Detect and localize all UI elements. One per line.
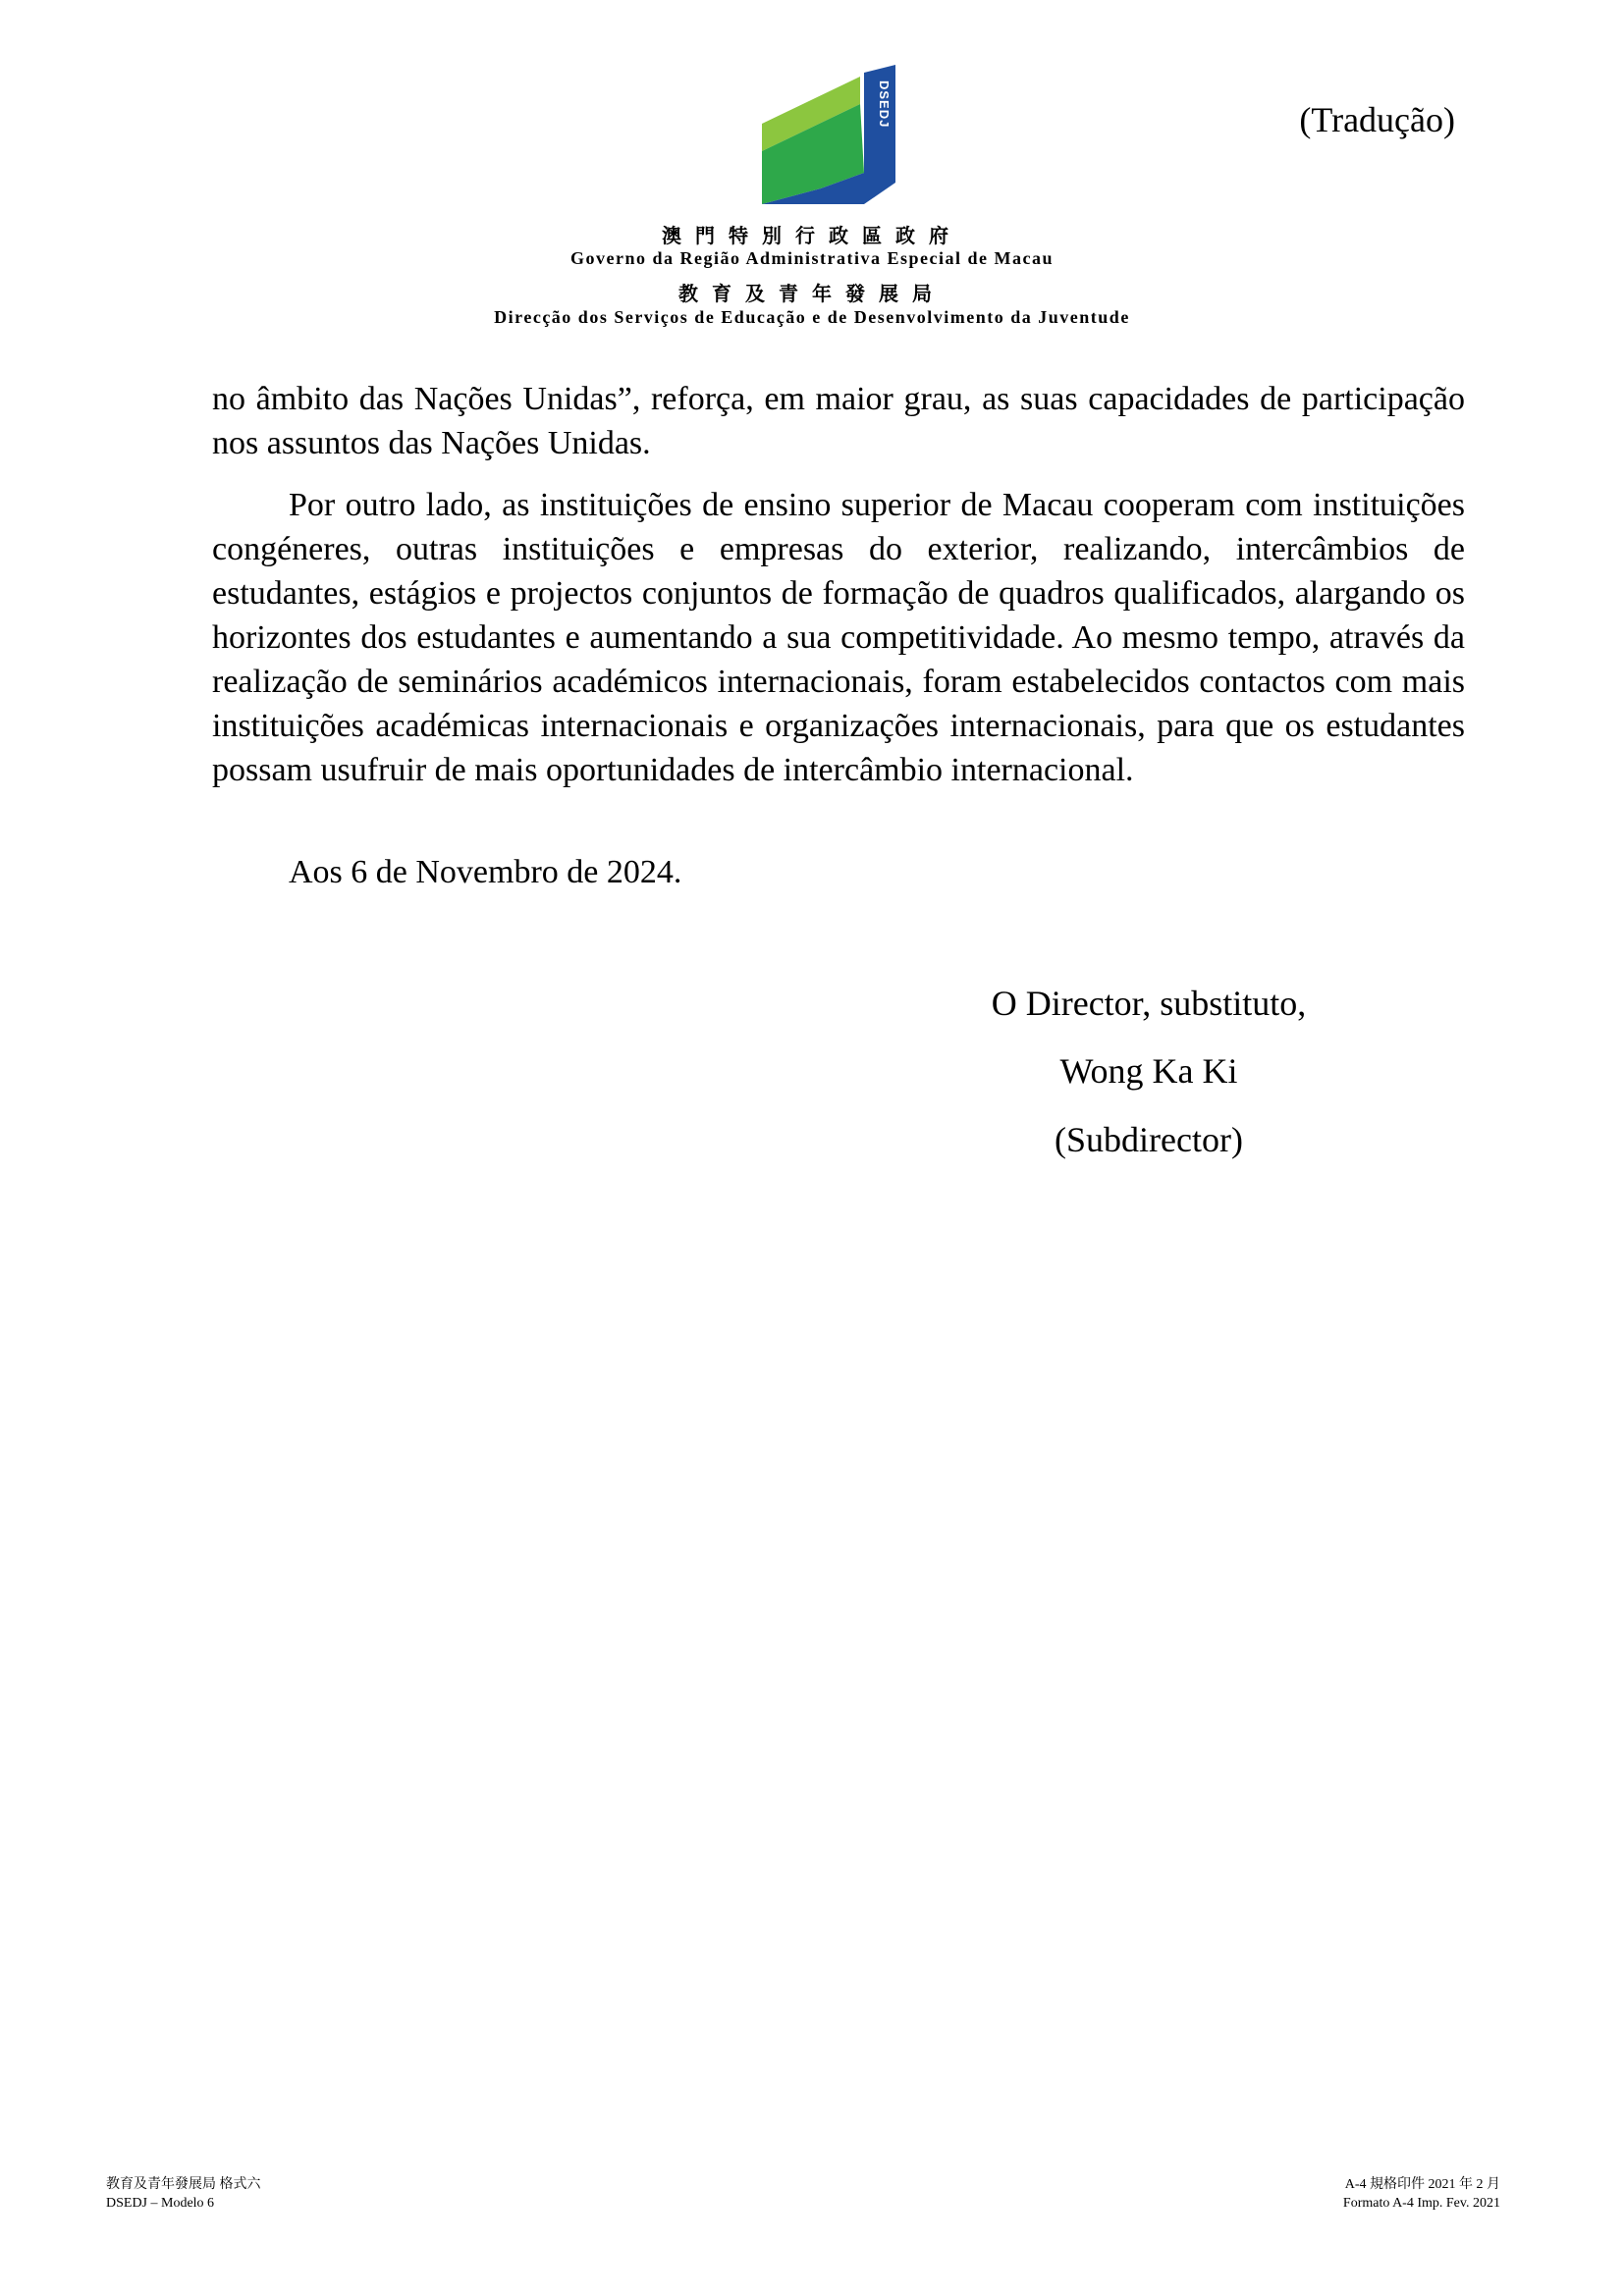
signature-name: Wong Ka Ki bbox=[1059, 1051, 1238, 1091]
footer-left-form-pt: DSEDJ – Modelo 6 bbox=[106, 2196, 215, 2211]
dsedj-logo bbox=[762, 65, 903, 204]
body-paragraph-1: no âmbito das Nações Unidas”, reforça, em maior grau, as suas capacidades de participação nos assuntos das Nações Unidas. bbox=[212, 381, 1465, 461]
body-paragraph-2: Por outro lado, as instituições de ensino superior de Macau cooperam com instituições congéneres, outras instituições e empresas do exterior, realizando, intercâmbios de estudantes, estágios e projectos conjuntos de formação de quadros qualificados, alargando os horizontes dos estudantes e aumentando a sua competitividade. Ao mesmo tempo, através da realização de seminários académicos internacionais, foram estabelecidos contactos com mais instituições académicas internacionais e organizações internacionais, para que os estudantes possam usufruir de mais oportunidades de intercâmbio internacional. bbox=[212, 487, 1465, 788]
footer-right-format-zh: A-4 規格印件 2021 年 2 月 bbox=[1344, 2177, 1500, 2192]
signature-title: O Director, substituto, bbox=[991, 984, 1307, 1023]
logo-text: DSEDJ bbox=[877, 80, 892, 129]
footer-left-form-zh: 教育及青年發展局 格式六 bbox=[106, 2177, 261, 2192]
footer-right bbox=[1343, 2175, 1500, 2213]
letterhead-department-pt: Direcção dos Serviços de Educação e de Desenvolvimento da Juventude bbox=[494, 307, 1130, 327]
letterhead-department-zh: 教育及青年發展局 bbox=[678, 284, 946, 305]
letterhead-government-zh: 澳門特別行政區政府 bbox=[662, 226, 962, 247]
footer-right-format-pt: Formato A-4 Imp. Fev. 2021 bbox=[1342, 2196, 1500, 2211]
date-line: Aos 6 de Novembro de 2024. bbox=[289, 854, 682, 890]
translation-mark: (Tradução) bbox=[1299, 100, 1455, 139]
footer-left bbox=[106, 2175, 261, 2213]
letterhead-government-pt: Governo da Região Administrativa Especial de Macau bbox=[570, 248, 1054, 268]
signature-role: (Subdirector) bbox=[1055, 1120, 1243, 1159]
